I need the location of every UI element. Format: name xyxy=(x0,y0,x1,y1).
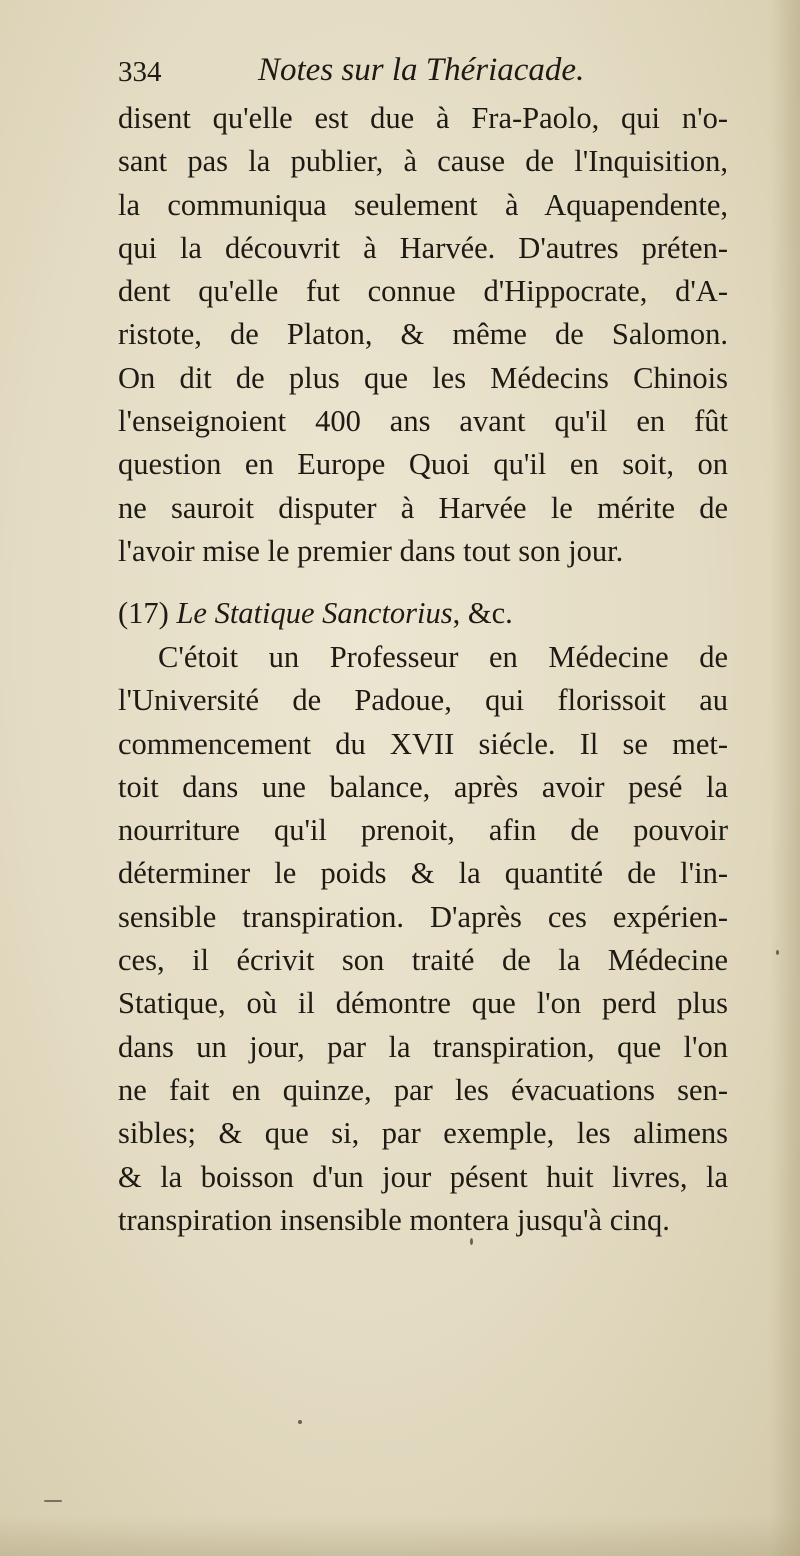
page-bottom-shadow xyxy=(0,1516,800,1556)
text-line: toit dans une balance, après avoir pesé la xyxy=(118,769,728,804)
note-number: (17) xyxy=(118,596,169,630)
paper-speck xyxy=(776,950,779,955)
text-line: Statique, où il démontre que l'on perd plus xyxy=(118,986,728,1021)
text-line: qui la découvrit à Harvée. D'autres préten- xyxy=(118,230,728,265)
text-line: ristote, de Platon, & même de Salomon. xyxy=(118,317,728,352)
page-edge-shadow xyxy=(770,0,800,1556)
text-line: ne fait en quinze, par les évacuations sen- xyxy=(118,1072,728,1107)
text-line: disent qu'elle est due à Fra-Paolo, qui n'o- xyxy=(118,101,728,135)
paper-speck xyxy=(470,1238,473,1245)
page-number: 334 xyxy=(118,56,162,88)
text-line: l'enseignoient 400 ans avant qu'il en fût xyxy=(118,404,728,439)
text-line: dent qu'elle fut connue d'Hippocrate, d'A- xyxy=(118,274,728,309)
text-line: dans un jour, par la transpiration, que l'on xyxy=(118,1029,728,1064)
note-title: Le Statique Sanctorius xyxy=(176,596,453,630)
text-line: On dit de plus que les Médecins Chinois xyxy=(118,360,728,395)
paragraph-continued xyxy=(118,97,728,573)
text-line: question en Europe Quoi qu'il en soit, on xyxy=(118,447,728,482)
paper-speck xyxy=(298,1420,302,1424)
text-line: déterminer le poids & la quantité de l'in- xyxy=(118,856,728,891)
text-line: l'Université de Padoue, qui florissoit au xyxy=(118,683,728,718)
text-line: la communiqua seulement à Aquapendente, xyxy=(118,187,728,222)
text-line: commencement du XVII siécle. Il se met- xyxy=(118,726,728,761)
page-header xyxy=(118,52,728,94)
text-line: ces, il écrivit son traité de la Médecine xyxy=(118,943,728,978)
note-heading xyxy=(118,590,728,636)
running-title: Notes sur la Thériacade. xyxy=(258,52,585,88)
text-line: transpiration insensible montera jusqu'à cinq. xyxy=(118,1202,670,1237)
paper-mark xyxy=(44,1500,62,1502)
text-line: ne sauroit disputer à Harvée le mérite de xyxy=(118,490,728,525)
text-line: sibles; & que si, par exemple, les alimens xyxy=(118,1116,728,1151)
text-line: C'étoit un Professeur en Médecine de xyxy=(158,640,728,674)
text-line: sant pas la publier, à cause de l'Inquisition, xyxy=(118,144,728,179)
text-line: & la boisson d'un jour pésent huit livres, la xyxy=(118,1159,728,1194)
note-17 xyxy=(118,590,728,1242)
note-etc: , &c. xyxy=(452,596,513,630)
text-line: sensible transpiration. D'après ces expérien- xyxy=(118,899,728,934)
text-line: nourriture qu'il prenoit, afin de pouvoir xyxy=(118,813,728,848)
text-line: l'avoir mise le premier dans tout son jour. xyxy=(118,533,624,568)
